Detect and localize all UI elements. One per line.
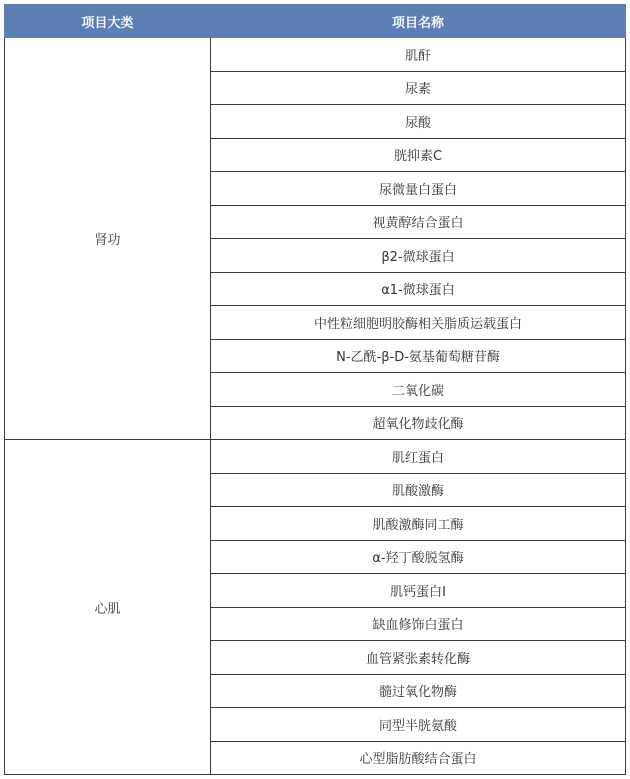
item-name-cell: 血管紧张素转化酶 xyxy=(211,641,626,675)
item-name-cell: 尿微量白蛋白 xyxy=(211,172,626,206)
item-name-cell: 肌酸激酶同工酶 xyxy=(211,507,626,541)
item-name-cell: 超氧化物歧化酶 xyxy=(211,406,626,440)
category-cell: 心肌 xyxy=(5,440,211,775)
item-name-cell: β2-微球蛋白 xyxy=(211,239,626,273)
item-name-cell: 视黄醇结合蛋白 xyxy=(211,205,626,239)
table-body xyxy=(5,38,626,775)
item-name-cell: 中性粒细胞明胶酶相关脂质运载蛋白 xyxy=(211,306,626,340)
item-name-cell: 肌红蛋白 xyxy=(211,440,626,474)
item-name-cell: 尿素 xyxy=(211,71,626,105)
header-category: 项目大类 xyxy=(5,5,211,38)
item-name-cell: 同型半胱氨酸 xyxy=(211,708,626,742)
category-cell: 肾功 xyxy=(5,38,211,440)
item-name-cell: N-乙酰-β-D-氨基葡萄糖苷酶 xyxy=(211,339,626,373)
item-name-cell: 缺血修饰白蛋白 xyxy=(211,607,626,641)
item-name-cell: 髓过氧化物酶 xyxy=(211,674,626,708)
table-row xyxy=(5,38,626,72)
project-table xyxy=(4,4,626,775)
item-name-cell: 尿酸 xyxy=(211,105,626,139)
item-name-cell: α-羟丁酸脱氢酶 xyxy=(211,540,626,574)
item-name-cell: 心型脂肪酸结合蛋白 xyxy=(211,741,626,775)
item-name-cell: 肌酸激酶 xyxy=(211,473,626,507)
item-name-cell: 肌酐 xyxy=(211,38,626,72)
table-row xyxy=(5,440,626,474)
item-name-cell: 二氧化碳 xyxy=(211,373,626,407)
item-name-cell: α1-微球蛋白 xyxy=(211,272,626,306)
item-name-cell: 肌钙蛋白I xyxy=(211,574,626,608)
item-name-cell: 胱抑素C xyxy=(211,138,626,172)
header-item-name: 项目名称 xyxy=(211,5,626,38)
header-row xyxy=(5,5,626,38)
